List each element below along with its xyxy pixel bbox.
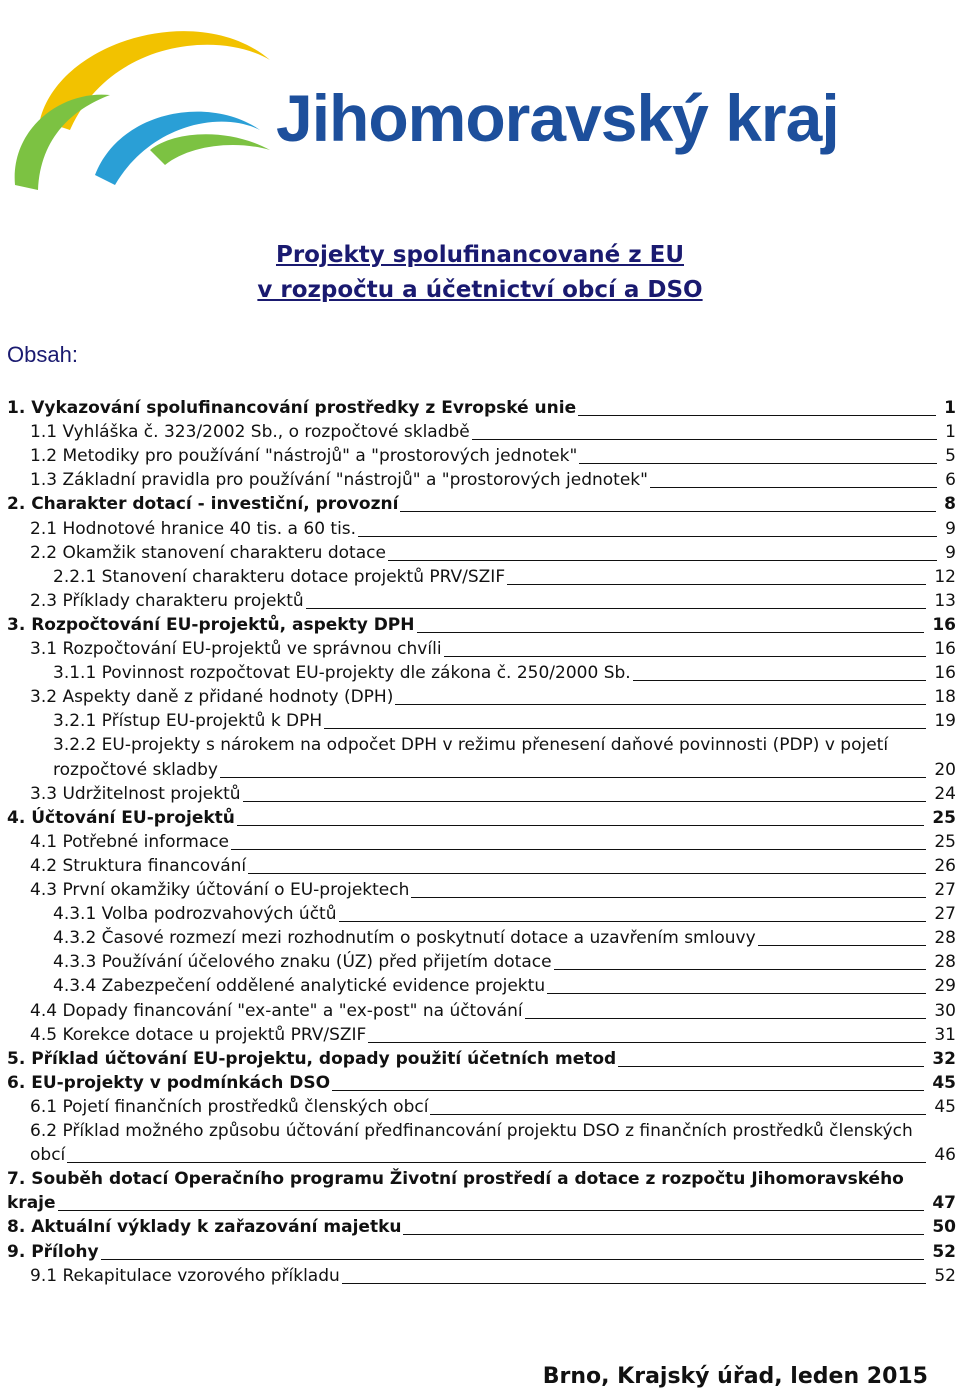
toc-leader-line [403,1234,924,1235]
toc-leader-line [231,849,926,850]
toc-entry[interactable] [53,565,956,589]
footer-place-date: Brno, Krajský úřad, leden 2015 [542,1364,928,1389]
toc-leader-line [358,536,937,537]
toc-leader-line [618,1066,924,1067]
toc-leader-line [58,1210,925,1211]
toc-entry[interactable] [30,1264,956,1288]
toc-entry-text: 2.3 Příklady charakteru projektů [30,590,304,611]
toc-entry-page: 46 [934,1145,956,1166]
toc-leader-line [633,680,927,681]
toc-entry-page: 12 [934,566,956,587]
toc-entry-text: 1.2 Metodiky pro používání "nástrojů" a "prostorových jednotek" [30,446,578,467]
toc-entry-text: 4.2 Struktura financování [30,855,247,876]
toc-entry[interactable] [53,758,956,782]
toc-entry[interactable] [7,1047,956,1071]
toc-leader-line [525,1018,927,1019]
toc-entry[interactable] [30,517,956,541]
toc-leader-line [650,487,937,488]
toc-entry-page: 45 [934,1096,956,1117]
toc-entry-text: 4. Účtování EU-projektů [7,807,235,828]
toc-entry-page: 26 [934,855,956,876]
toc-entry[interactable] [30,541,956,565]
toc-entry-page: 24 [934,783,956,804]
toc-entry[interactable] [7,492,956,516]
logo-swoosh-icon [0,0,280,200]
toc-leader-line [758,945,927,946]
toc-entry-text: 3.1.1 Povinnost rozpočtovat EU-projekty dle zákona č. 250/2000 Sb. [53,663,631,684]
toc-leader-line [339,921,927,922]
toc-leader-line [472,439,937,440]
toc-entry[interactable] [30,420,956,444]
toc-leader-line [342,1283,927,1284]
toc-entry-text: 2.1 Hodnotové hranice 40 tis. a 60 tis. [30,518,357,539]
toc-leader-line [248,873,926,874]
toc-entry-text: 1.3 Základní pravidla pro používání "nástrojů" a "prostorových jednotek" [30,470,648,491]
toc-entry-page: 47 [932,1193,956,1214]
toc-entry[interactable] [30,830,956,854]
toc-entry[interactable] [30,878,956,902]
toc-leader-line [554,969,927,970]
region-logo [0,0,960,200]
toc-leader-line [578,415,936,416]
toc-entry[interactable] [30,854,956,878]
toc-entry-page: 19 [934,711,956,732]
toc-entry-text: 3.1 Rozpočtování EU-projektů ve správnou chvíli [30,639,442,659]
toc-entry[interactable] [30,1143,956,1167]
toc-entry-page: 20 [934,759,956,780]
toc-entry-page: 16 [934,663,956,684]
toc-leader-line [243,801,927,802]
toc-leader-line [400,511,936,512]
toc-heading: Obsah: [7,342,78,367]
toc-entry-text: 4.3 První okamžiky účtování o EU-projektech [30,880,410,900]
toc-entry-page: 9 [945,542,956,563]
toc-entry-page: 1 [945,422,956,443]
toc-leader-line [411,897,926,898]
toc-entry[interactable] [30,468,956,492]
toc-entry[interactable] [7,1215,956,1239]
toc-entry-text: 4.4 Dopady financování "ex-ante" a "ex-post" na účtování [30,1000,523,1021]
toc-entry[interactable] [7,613,956,637]
toc-entry-text: 6.1 Pojetí finančních prostředků členských obcí [30,1096,429,1117]
toc-leader-line [306,608,927,609]
toc-leader-line [67,1162,926,1163]
toc-leader-line [101,1259,925,1260]
toc-entry-page: 50 [932,1217,956,1238]
toc-entry-text: 3.2.1 Přístup EU-projektů k DPH [53,711,323,732]
toc-entry[interactable] [30,1095,956,1119]
toc-entry[interactable] [30,1023,956,1047]
logo-wordmark: Jihomoravský kraj [276,81,839,155]
toc-entry[interactable] [53,926,956,950]
toc-entry[interactable] [53,974,956,998]
toc-entry-text: 3.2 Aspekty daně z přidané hodnoty (DPH) [30,687,394,708]
toc-entry[interactable] [7,1071,956,1095]
toc-entry-text: 6. EU-projekty v podmínkách DSO [7,1072,331,1093]
toc-entry-page: 28 [934,952,956,973]
toc-entry[interactable] [53,950,956,974]
toc-leader-line [388,560,937,561]
toc-entry-page: 6 [945,470,956,491]
toc-entry-page: 27 [934,880,956,900]
toc-entry-text: 4.5 Korekce dotace u projektů PRV/SZIF [30,1024,367,1045]
toc-leader-line [507,584,926,585]
toc-leader-line [417,632,925,633]
toc-entry-text: rozpočtové skladby [53,759,218,780]
toc-entry-text: obcí [30,1145,66,1166]
toc-entry[interactable] [30,685,956,709]
toc-entry-page: 25 [932,807,956,828]
toc-entry-page: 18 [934,687,956,708]
toc-leader-line [547,993,926,994]
toc-entry-page: 8 [944,494,956,515]
toc-entry[interactable] [30,999,956,1023]
toc-entry-page: 5 [945,446,956,467]
toc-entry-page: 27 [934,904,956,925]
toc-entry-page: 52 [932,1241,956,1262]
toc-leader-line [220,777,926,778]
toc-entry-page: 16 [934,639,956,659]
toc-entry[interactable] [7,806,956,830]
toc-entry-text: 6.2 Příklad možného způsobu účtování předfinancování projektu DSO z finančních prostředků členských [30,1121,913,1141]
document-title-line2: v rozpočtu a účetnictví obcí a DSO [257,277,703,303]
toc-entry[interactable] [53,709,956,733]
toc-entry-text: 4.3.4 Zabezpečení oddělené analytické evidence projektu [53,976,546,997]
toc-entry-text: 4.3.3 Používání účelového znaku (ÚZ) před přijetím dotace [53,952,552,973]
toc-entry-text: 2. Charakter dotací - investiční, provozní [7,494,399,515]
toc-entry-text: 9.1 Rekapitulace vzorového příkladu [30,1265,340,1286]
toc-entry-page: 31 [934,1024,956,1045]
toc-entry[interactable] [30,589,956,613]
toc-entry[interactable] [53,902,956,926]
toc-leader-line [395,704,926,705]
toc-leader-line [237,825,924,826]
toc-entry-text: 2.2 Okamžik stanovení charakteru dotace [30,542,386,563]
toc-entry-text: 3.3 Udržitelnost projektů [30,783,241,804]
toc-entry[interactable] [7,396,956,420]
toc-entry[interactable] [30,444,956,468]
toc-leader-line [332,1090,924,1091]
toc-entry-page: 13 [934,590,956,611]
toc-entry-page: 9 [945,518,956,539]
toc-entry-text: 7. Souběh dotací Operačního programu Životní prostředí a dotace z rozpočtu Jihomoravského [7,1169,904,1190]
toc-entry-text: 4.1 Potřebné informace [30,831,230,852]
toc-leader-line [324,728,926,729]
toc-entry[interactable] [7,1191,956,1215]
toc-entry-page: 45 [932,1072,956,1093]
toc-entry-page: 28 [934,928,956,949]
toc-entry-page: 16 [932,614,956,635]
toc-entry-text: 3.2.2 EU-projekty s nárokem na odpočet DPH v režimu přenesení daňové povinnosti (PDP) v pojetí [53,735,889,756]
toc-entry-page: 32 [932,1048,956,1069]
toc-entry-page: 1 [944,398,956,418]
toc-leader-line [579,463,937,464]
toc-entry-text: 8. Aktuální výklady k zařazování majetku [7,1217,402,1238]
toc-entry[interactable] [53,661,956,685]
toc-entry-text: 4.3.1 Volba podrozvahových účtů [53,904,337,925]
toc-leader-line [430,1114,926,1115]
toc-entry-text: 9. Přílohy [7,1241,99,1262]
toc-entry-text: 1.1 Vyhláška č. 323/2002 Sb., o rozpočtové skladbě [30,422,470,443]
toc-entry-text: 2.2.1 Stanovení charakteru dotace projektů PRV/SZIF [53,566,506,587]
toc-entry-text: kraje [7,1193,56,1214]
toc-entry-page: 29 [934,976,956,997]
toc-leader-line [444,656,927,657]
toc-entry-page: 25 [934,831,956,852]
toc-entry-page: 30 [934,1000,956,1021]
toc-entry[interactable] [30,637,956,661]
document-title-line1: Projekty spolufinancované z EU [275,242,684,268]
toc-leader-line [368,1042,926,1043]
toc-entry-text: 4.3.2 Časové rozmezí mezi rozhodnutím o poskytnutí dotace a uzavřením smlouvy [53,928,756,949]
toc-entry[interactable] [30,782,956,806]
toc-entry[interactable] [7,1240,956,1264]
toc-entry-text: 5. Příklad účtování EU-projektu, dopady použití účetních metod [7,1048,617,1069]
toc-entry-text: 3. Rozpočtování EU-projektů, aspekty DPH [7,614,415,635]
toc-entry-text: 1. Vykazování spolufinancování prostředky z Evropské unie [7,398,577,418]
toc-entry-page: 52 [934,1265,956,1286]
